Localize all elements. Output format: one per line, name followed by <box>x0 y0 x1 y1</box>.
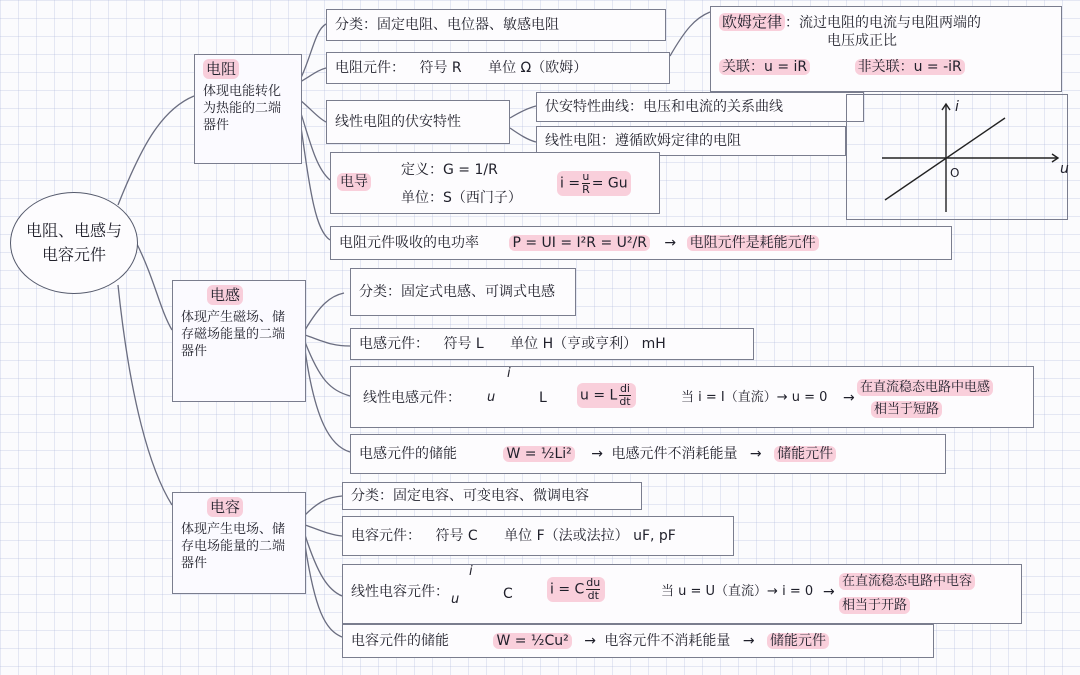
power-arrow: → <box>664 235 677 251</box>
power-formula: P = UI = I²R = U²/R <box>509 235 649 251</box>
inductor-result-line2: 相当于短路 <box>871 401 942 418</box>
inductor-circuit-name: L <box>539 390 547 406</box>
resistor-unit: 单位 Ω（欧姆） <box>488 60 588 76</box>
ohm-law-desc1: ：流过电阻的电流与电阻两端的 <box>785 15 982 31</box>
capacitor-result-line1: 在直流稳态电路中电容 <box>839 573 975 590</box>
inductor-energy-arrow2: → <box>749 446 762 462</box>
inductor-dc-condition: 当 i = I（直流）→ u = 0 <box>681 390 828 405</box>
resistor-title: 电阻 <box>203 59 239 79</box>
inductor-energy-formula: W = ½Li² <box>503 446 574 462</box>
vi-graph-y-label: i <box>955 99 959 115</box>
capacitor-title: 电容 <box>207 497 243 517</box>
inductor-energy-mid: 电感元件不消耗能量 <box>611 446 738 462</box>
inductor-element <box>350 328 754 360</box>
inductor-arrow: → <box>843 390 855 406</box>
inductor-energy-arrow1: → <box>591 446 603 462</box>
inductor-unit: 单位 H（亨或亨利） mH <box>510 336 666 352</box>
ohm-law-title: 欧姆定律 <box>719 13 785 31</box>
resistor-element-label: 电阻元件： <box>335 60 405 76</box>
ohm-law-desc2: 电压成正比 <box>827 33 897 49</box>
inductor-circuit-u: u <box>487 390 496 405</box>
capacitor-desc: 体现产生电场、储存电场能量的二端器件 <box>181 522 286 571</box>
ohm-assoc: 关联：u = iR <box>719 59 810 75</box>
capacitor-circuit-i: i <box>469 564 473 579</box>
resistor-element <box>326 52 670 84</box>
inductor-element-label: 电感元件： <box>359 336 429 352</box>
capacitor-node <box>172 492 306 594</box>
linear-resistor-box: 线性电阻：遵循欧姆定律的电阻 <box>536 126 846 156</box>
linear-capacitor-box <box>342 564 1022 624</box>
capacitor-circuit-u: u <box>451 592 460 607</box>
vi-graph-x-label: u <box>1060 161 1069 177</box>
inductor-formula: u = L $\frac{di}{dt}$ <box>577 383 636 408</box>
conductance-def: 定义：G = 1/R <box>401 162 498 178</box>
capacitor-energy-label: 电容元件的储能 <box>351 633 449 649</box>
conductance-title: 电导 <box>337 173 371 191</box>
power-label: 电阻元件吸收的电功率 <box>339 235 479 251</box>
resistor-vi-label: 线性电阻的伏安特性 <box>326 100 510 144</box>
vi-graph-origin: O <box>950 166 960 180</box>
vi-curve-box: 伏安特性曲线：电压和电流的关系曲线 <box>536 92 864 122</box>
conductance-box <box>330 152 660 214</box>
capacitor-energy-arrow1: → <box>584 633 596 649</box>
inductor-node <box>172 280 306 402</box>
root-title-line1: 电阻、电感与 <box>25 221 122 240</box>
linear-inductor-box <box>350 366 1034 428</box>
capacitor-element-label: 电容元件： <box>351 528 421 544</box>
capacitor-energy-arrow2: → <box>742 633 755 649</box>
capacitor-energy-box <box>342 624 934 658</box>
inductor-symbol: 符号 L <box>443 336 484 352</box>
capacitor-energy-mid: 电容元件不消耗能量 <box>604 633 731 649</box>
capacitor-energy-result: 储能元件 <box>767 633 829 649</box>
resistor-node <box>194 54 302 164</box>
resistor-symbol: 符号 R <box>419 60 462 76</box>
inductor-circuit-i: i <box>507 366 511 381</box>
ohm-nonassoc: 非关联：u = -iR <box>855 59 965 75</box>
inductor-energy-result: 储能元件 <box>774 446 836 462</box>
linear-capacitor-label: 线性电容元件： <box>351 584 449 600</box>
capacitor-element <box>342 516 734 556</box>
ohm-law-box <box>710 6 1062 92</box>
conductance-unit: 单位：S（西门子） <box>401 190 522 206</box>
resistor-classify: 分类：固定电阻、电位器、敏感电阻 <box>326 9 666 41</box>
capacitor-formula: i = C $\frac{du}{dt}$ <box>547 577 605 602</box>
inductor-title: 电感 <box>207 285 243 305</box>
power-result: 电阻元件是耗能元件 <box>687 235 819 251</box>
capacitor-arrow: → <box>823 584 835 600</box>
capacitor-result-line2: 相当于开路 <box>839 597 910 614</box>
inductor-energy-label: 电感元件的储能 <box>359 446 457 462</box>
linear-inductor-label: 线性电感元件： <box>363 390 461 406</box>
conductance-formula: i = $\frac{u}{R}$ = Gu <box>557 171 631 196</box>
capacitor-dc-condition: 当 u = U（直流）→ i = 0 <box>661 584 814 599</box>
root-title-line2: 电容元件 <box>41 245 106 264</box>
capacitor-symbol: 符号 C <box>435 528 478 544</box>
capacitor-circuit-name: C <box>503 586 513 602</box>
resistor-power-box <box>330 226 952 260</box>
inductor-energy-box <box>350 434 946 474</box>
inductor-result-line1: 在直流稳态电路中电感 <box>857 379 993 396</box>
resistor-desc: 体现电能转化为热能的二端器件 <box>203 84 282 133</box>
inductor-desc: 体现产生磁场、储存磁场能量的二端器件 <box>181 310 286 359</box>
capacitor-energy-formula: W = ½Cu² <box>493 633 571 649</box>
root-node <box>10 192 138 294</box>
inductor-classify: 分类：固定式电感、可调式电感 <box>350 268 576 316</box>
capacitor-classify: 分类：固定电容、可变电容、微调电容 <box>342 482 642 510</box>
capacitor-unit: 单位 F（法或法拉） uF, pF <box>504 528 676 544</box>
